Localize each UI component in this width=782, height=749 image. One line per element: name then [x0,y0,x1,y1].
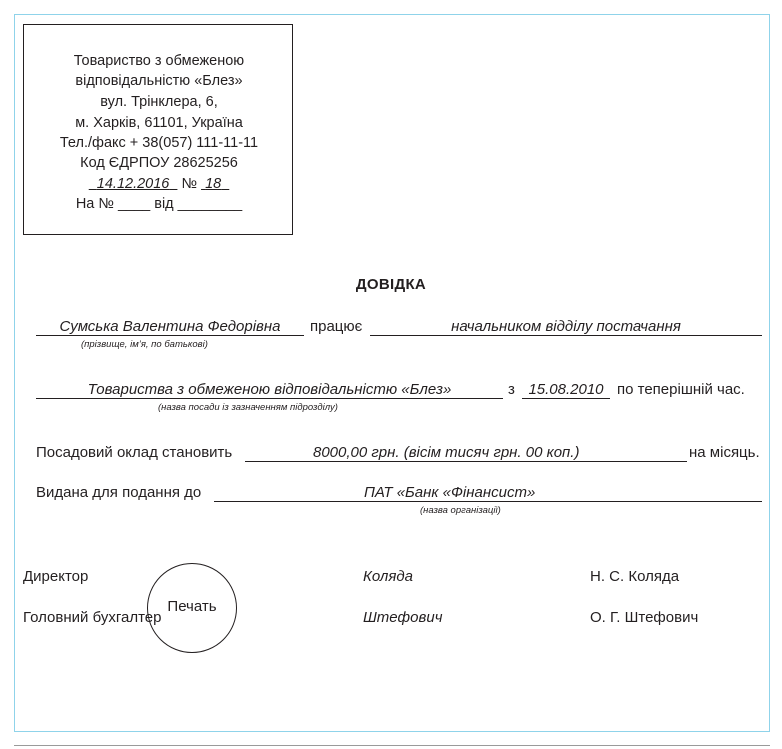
organization-underline [36,398,503,399]
recipient-name: ПАТ «Банк «Фінансист» [364,484,536,501]
stamp-line-3: вул. Трінклера, 6, [100,94,218,110]
stamp-line-6: Код ЄДРПОУ 28625256 [80,155,238,171]
employee-name-underline [36,335,304,336]
employee-position-underline [370,335,762,336]
stamp-line-2: відповідальністю «Блез» [75,73,243,89]
salary-underline [245,461,687,462]
accountant-title: Головний бухгалтер [23,609,162,626]
stamp-number-label: № [181,176,198,192]
employee-name: Сумська Валентина Федорівна [59,318,281,335]
accountant-name: О. Г. Штефович [590,609,699,626]
issued-for-label: Видана для подання до [36,484,202,501]
salary-label: Посадовий оклад становить [36,444,233,461]
stamp-line-5: Тел./факс + 38(057) 111-11-11 [59,135,259,151]
salary-suffix: на місяць. [689,444,760,461]
name-hint: (прізвище, ім’я, по батькові) [81,339,208,350]
document-title: ДОВІДКА [355,276,427,293]
works-label: працює [310,318,363,335]
until-label: по теперішній час. [617,381,745,398]
stamp-line-4: м. Харків, 61101, Україна [75,115,243,131]
company-stamp-box [23,24,293,235]
director-signature: Коляда [363,568,413,585]
from-label: з [508,381,515,398]
employee-position: начальником відділу постачання [451,318,681,335]
stamp-date: 14.12.2016 [96,176,170,192]
start-date: 15.08.2010 [528,381,604,398]
stamp-number: 18 [205,176,222,192]
stamp-ref-line: На № ____ від ________ [75,196,243,212]
seal-label: Печать [167,598,217,615]
stamp-line-1: Товариство з обмеженою [73,53,245,69]
salary-value: 8000,00 грн. (вісім тисяч грн. 00 коп.) [313,444,580,461]
bottom-rule [14,745,770,746]
organization-name: Товариства з обмеженою відповідальністю «Блез» [87,381,452,398]
director-title: Директор [23,568,89,585]
accountant-signature: Штефович [363,609,443,626]
start-date-underline [522,398,610,399]
position-hint: (назва посади із зазначенням підрозділу) [158,402,338,413]
recipient-hint: (назва організації) [420,505,501,516]
director-name: Н. С. Коляда [590,568,680,585]
recipient-underline [214,501,762,502]
stamp-date-line [24,174,294,194]
